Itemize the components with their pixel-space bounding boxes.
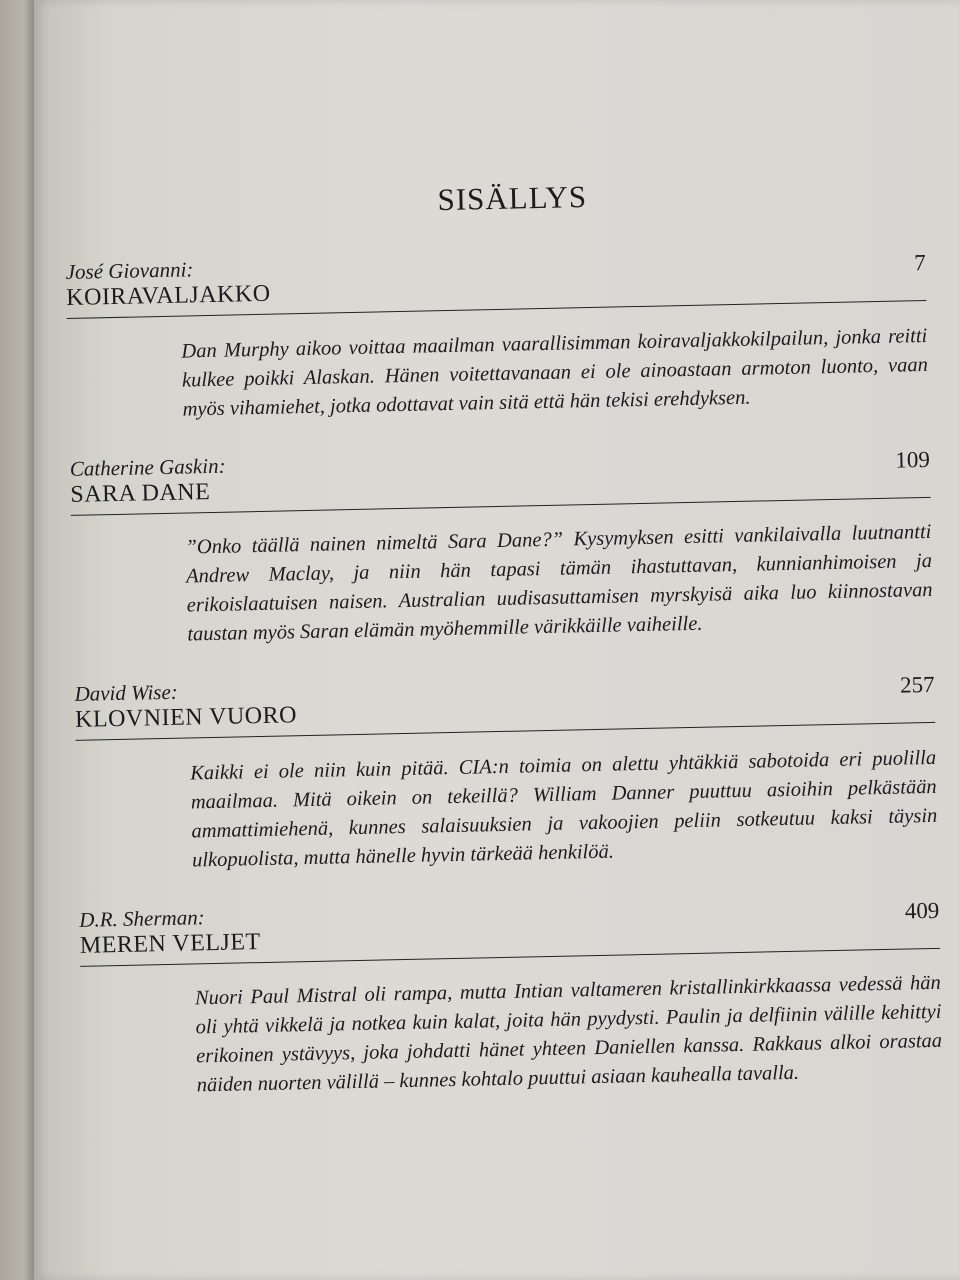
entry-page-number: 257 [899, 671, 935, 698]
toc-entry [70, 438, 950, 652]
page-title: SISÄLLYS [437, 179, 588, 218]
entry-author: José Giovanni: [65, 257, 194, 284]
entry-author: D.R. Sherman: [79, 904, 205, 932]
entry-description: Kaikki ei ole niin kuin pitää. CIA:n toimia on alettu yhtäkkiä sabotoida eri puolilla maailmaa. Mitä oikein on tekeillä? William Danner puuttuu asioihin pelkästään ammattimiehenä, kunnes salaisuuksien ja vakoojien peliin sotkeutuu kaksi täysin ulkopuolista, mutta hänelle hyvin tärkeää henkilöä. [190, 746, 938, 871]
entry-page-number: 409 [904, 897, 940, 924]
toc-entry [65, 242, 944, 427]
entry-title: SARA DANE [70, 478, 211, 508]
toc-entry [79, 889, 959, 1103]
entry-description: ”Onko täällä nainen nimeltä Sara Dane?” Kysymyksen esitti vankilaivalla luutnantti Andrew Maclay, ja niin hän tapasi tämän ihastuttavan, kunnianhimoisen ja erikoislaatuisen naisen. Australian uudisasuttamisen myrskyisä aika luo kiinnostavan taustan myös Saran elämän myöhemmille värikkäille vaiheille. [185, 520, 933, 646]
entry-page-number: 7 [913, 249, 926, 276]
table-of-contents [64, 172, 960, 1133]
previous-page-edge [0, 0, 34, 1280]
book-page [34, 0, 960, 1280]
entry-author: Catherine Gaskin: [69, 453, 226, 481]
entry-page-number: 109 [895, 446, 931, 473]
entry-title: MEREN VELJET [79, 928, 261, 959]
entry-description: Dan Murphy aikoo voittaa maailman vaarallisimman koiravaljakkokilpailun, jonka reitti kulkee poikki Alaskan. Hänen voitettavanaan ei ole ainoastaan armoton luonto, vaan myös vihamiehet, jotka odottavat vain sitä että hän tekisi erehdyksen. [181, 324, 929, 421]
entry-title: KOIRAVALJAKKO [65, 280, 271, 311]
entry-title: KLOVNIEN VUORO [74, 702, 298, 733]
toc-entry [74, 664, 954, 878]
entry-description: Nuori Paul Mistral oli rampa, mutta Intian valtameren kristallinkirkkaassa vedessä hän oli yhtä vikkelä ja notkea kuin kalat, joita hän pyydysti. Paulin ja delfiinin välille kehittyi erikoinen ystävyys, joka johdatti hänet yhteen Daniellen kanssa. Rakkaus alkoi orastaa näiden nuorten välillä – kunnes kohtalo puuttui asiaan kauhealla tavalla. [194, 971, 943, 1097]
entry-author: David Wise: [74, 679, 179, 706]
